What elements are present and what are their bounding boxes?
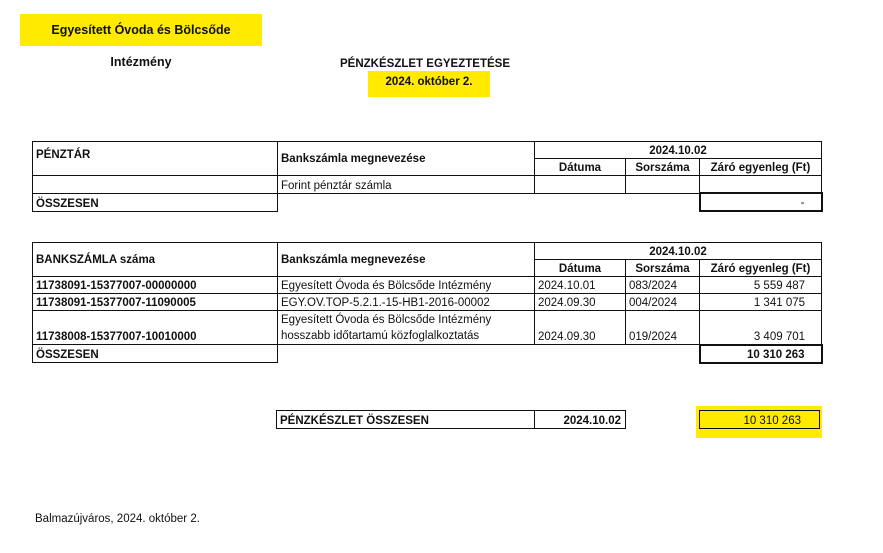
bank-account-header: BANKSZÁMLA száma xyxy=(33,243,278,277)
summary-value-box xyxy=(699,410,820,429)
statement-date: 2024.09.30 xyxy=(535,311,626,345)
page-title: PÉNZKÉSZLET EGYEZTETÉSE xyxy=(340,58,510,70)
account-name-line: hosszabb időtartamú közfoglalkoztatás xyxy=(281,330,480,342)
cash-summary xyxy=(276,410,626,429)
bank-total-value: 10 310 263 xyxy=(700,345,822,363)
place-and-date: Balmazújváros, 2024. október 2. xyxy=(35,513,200,525)
document-date: 2024. október 2. xyxy=(368,71,490,97)
bank-period-date: 2024.10.02 xyxy=(535,243,822,260)
bank-total-label: ÖSSZESEN xyxy=(33,345,278,363)
statement-serial: 083/2024 xyxy=(626,277,700,294)
table-row xyxy=(33,277,822,294)
closing-balance: 5 559 487 xyxy=(700,277,822,294)
cash-table xyxy=(32,141,823,212)
cash-total-value: - xyxy=(700,193,822,211)
statement-serial: 004/2024 xyxy=(626,294,700,311)
cash-period-date: 2024.10.02 xyxy=(535,142,822,159)
bank-date-header: Dátuma xyxy=(535,260,626,277)
account-number: 11738091-15377007-11090005 xyxy=(33,294,278,311)
cash-total-label: ÖSSZESEN xyxy=(33,193,278,211)
statement-serial: 019/2024 xyxy=(626,311,700,345)
bank-name-header: Bankszámla megnevezése xyxy=(278,243,535,277)
cash-account-cell xyxy=(33,176,278,194)
cash-serial-header: Sorszáma xyxy=(626,159,700,176)
table-row xyxy=(33,311,822,345)
cash-account-header: PÉNZTÁR xyxy=(33,142,278,176)
summary-label: PÉNZKÉSZLET ÖSSZESEN xyxy=(277,411,535,429)
account-name xyxy=(278,311,535,345)
organization-name: Egyesített Óvoda és Bölcsőde Intézmény xyxy=(20,14,262,46)
account-name: EGY.OV.TOP-5.2.1.-15-HB1-2016-00002 xyxy=(278,294,535,311)
cash-row-date xyxy=(535,176,626,194)
bank-balance-header: Záró egyenleg (Ft) xyxy=(700,260,822,277)
statement-date: 2024.09.30 xyxy=(535,294,626,311)
cash-date-header: Dátuma xyxy=(535,159,626,176)
bank-serial-header: Sorszáma xyxy=(626,260,700,277)
account-name-line: Egyesített Óvoda és Bölcsőde Intézmény xyxy=(281,314,492,326)
closing-balance: 1 341 075 xyxy=(700,294,822,311)
cash-name-header: Bankszámla megnevezése xyxy=(278,142,535,176)
summary-date: 2024.10.02 xyxy=(535,411,626,429)
cash-balance-header: Záró egyenleg (Ft) xyxy=(700,159,822,176)
account-name: Egyesített Óvoda és Bölcsőde Intézmény xyxy=(278,277,535,294)
account-number: 11738091-15377007-00000000 xyxy=(33,277,278,294)
cash-row-balance xyxy=(700,176,822,194)
summary-value: 10 310 263 xyxy=(700,411,820,429)
table-row xyxy=(33,294,822,311)
cash-row-serial xyxy=(626,176,700,194)
account-number: 11738008-15377007-10010000 xyxy=(33,311,278,345)
statement-date: 2024.10.01 xyxy=(535,277,626,294)
closing-balance: 3 409 701 xyxy=(700,311,822,345)
bank-table xyxy=(32,242,823,364)
cash-row-name: Forint pénztár számla xyxy=(278,176,535,194)
